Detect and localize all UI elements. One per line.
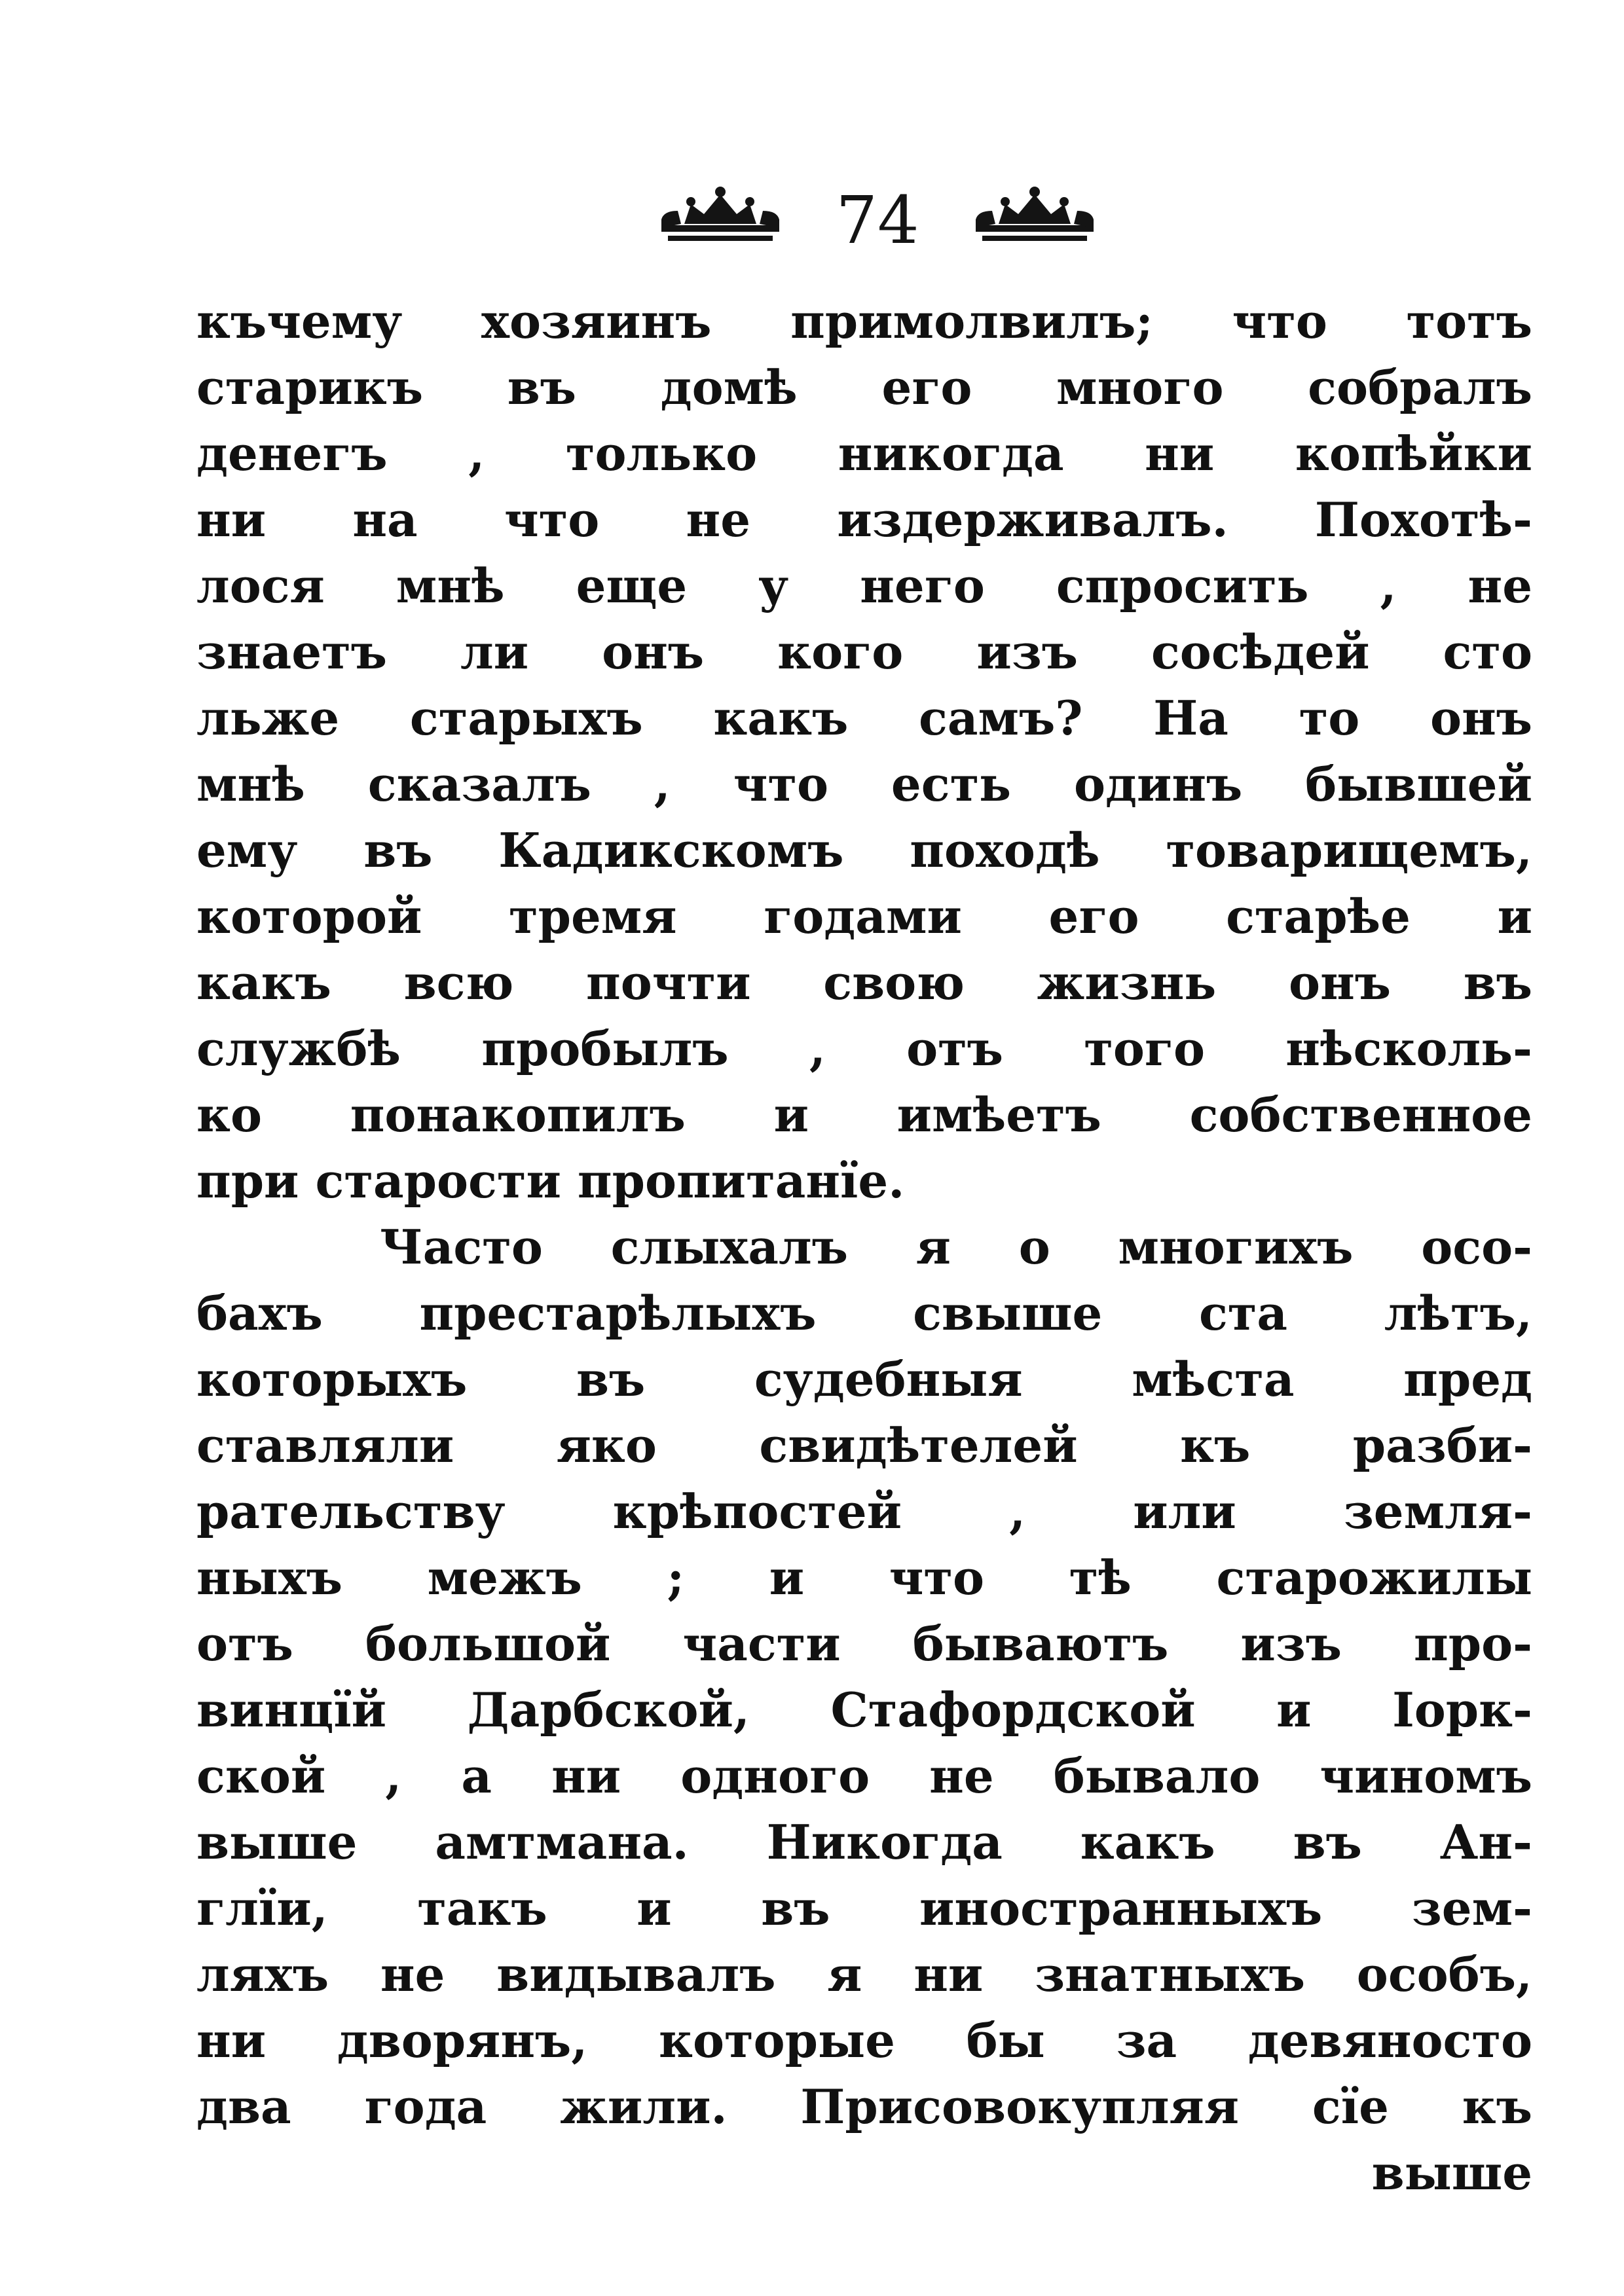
text-line: къчему хозяинъ примолвилъ; что тотъ [196, 293, 1532, 349]
crown-ornament-icon [976, 185, 1094, 250]
text-line: какъ всю почти свою жизнь онъ въ [196, 955, 1532, 1010]
text-line: ни на что не издерживалъ. Похотѣ- [196, 492, 1532, 547]
text-line: ставляли яко свидѣтелей къ разби- [196, 1417, 1532, 1473]
text-line: которыхъ въ судебныя мѣста пред [196, 1351, 1532, 1407]
text-line: два года жили. Присовокупляя сїе къ [196, 2079, 1532, 2134]
text-line: винцїй Дарбской, Стафордской и Іорк- [196, 1682, 1532, 1738]
body-text [196, 288, 1532, 2206]
text-line: рательству крѣпостей , или земля- [196, 1484, 1532, 1539]
text-line: выше амтмана. Никогда какъ въ Ан- [196, 1814, 1532, 1870]
text-line: ко понакопилъ и имѣетъ собственное [196, 1087, 1532, 1142]
catchword: выше [1371, 2145, 1532, 2200]
text-line: ни дворянъ, которые бы за девяносто [196, 2013, 1532, 2068]
text-line: лося мнѣ еще у него спросить , не [196, 558, 1532, 613]
text-line: ныхъ межъ ; и что тѣ старожилы [196, 1550, 1532, 1605]
text-line: глїи, такъ и въ иностранныхъ зем- [196, 1880, 1532, 1936]
paragraph-start-line: Часто слыхалъ я о многихъ осо- [380, 1219, 1532, 1275]
text-line: службѣ пробылъ , отъ того нѣсколь- [196, 1021, 1532, 1076]
text-line: знаетъ ли онъ кого изъ сосѣдей сто [196, 624, 1532, 680]
text-line: льже старыхъ какъ самъ? На то онъ [196, 690, 1532, 746]
text-line: старикъ въ домѣ его много собралъ [196, 359, 1532, 415]
text-line: отъ большой части бываютъ изъ про- [196, 1616, 1532, 1671]
paragraph-end-line: при старости пропитанїе. [196, 1153, 905, 1209]
page-number: 74 [836, 182, 919, 259]
text-line: ляхъ не видывалъ я ни знатныхъ особъ, [196, 1946, 1532, 2002]
text-line: денегъ , только никогда ни копѣйки [196, 426, 1532, 481]
crown-ornament-icon [661, 185, 779, 250]
text-line: которой тремя годами его старѣе и [196, 888, 1532, 944]
text-line: бахъ престарѣлыхъ свыше ста лѣтъ, [196, 1285, 1532, 1341]
text-line: мнѣ сказалъ , что есть одинъ бывшей [196, 756, 1532, 812]
page-header [0, 172, 1624, 270]
text-line: ской , а ни одного не бывало чиномъ [196, 1748, 1532, 1804]
text-line: ему въ Кадикскомъ походѣ товарищемъ, [196, 822, 1532, 878]
